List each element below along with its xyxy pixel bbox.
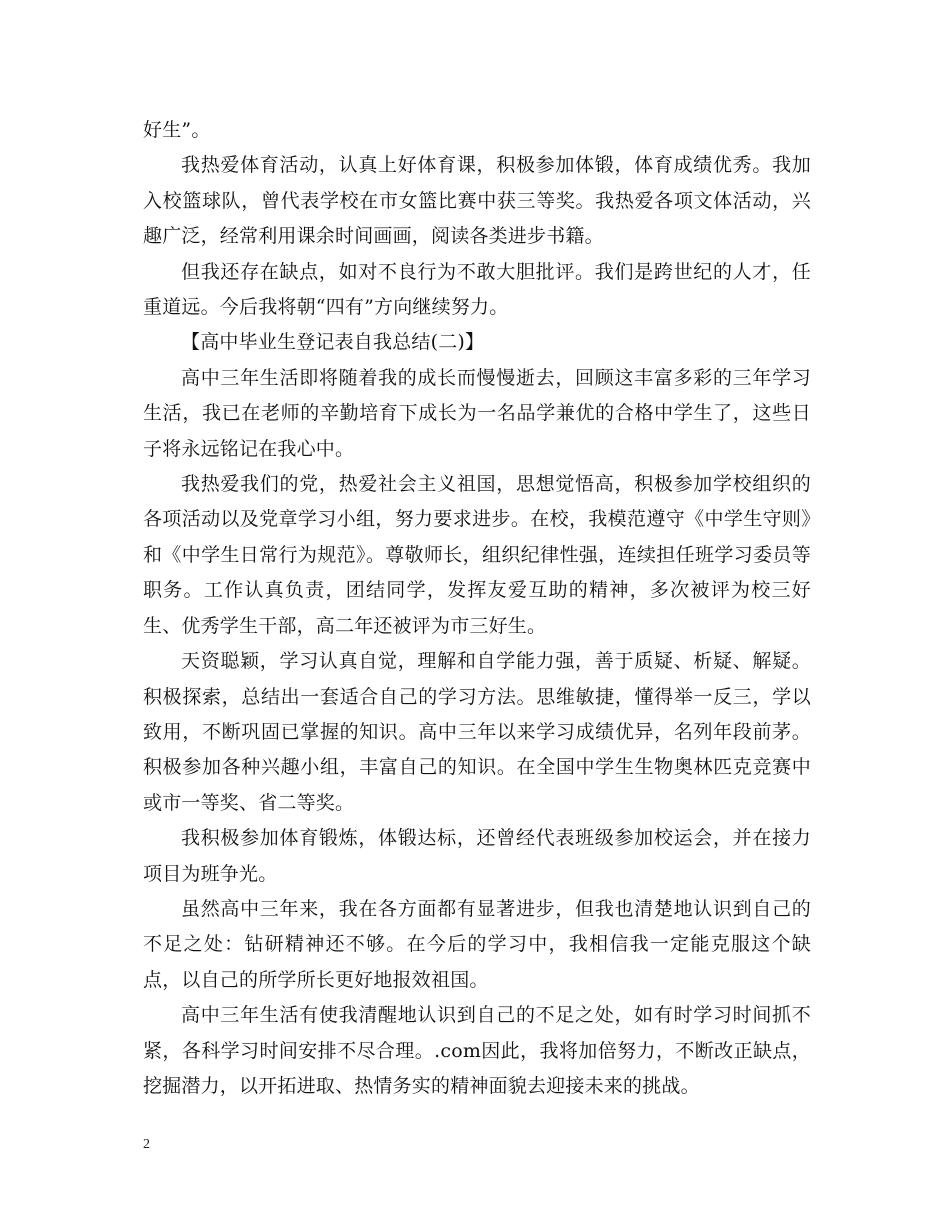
document-body [143, 113, 811, 1104]
paragraph-1: 好生”。 [143, 119, 211, 141]
paragraph-8: 我积极参加体育锻炼，体锻达标，还曾经代表班级参加校运会，并在接力项目为班争光。 [143, 827, 811, 885]
paragraph-3: 但我还存在缺点，如对不良行为不敢大胆批评。我们是跨世纪的人才，任重道远。今后我将朝“四有”方向继续努力。 [143, 260, 811, 319]
paragraph-9: 虽然高中三年来，我在各方面都有显著进步，但我也清楚地认识到自己的不足之处：钻研精神还不够。在今后的学习中，我相信我一定能克服这个缺点，以自己的所学所长更好地报效祖国。 [143, 897, 811, 991]
paragraph-5: 高中三年生活即将随着我的成长而慢慢逝去，回顾这丰富多彩的三年学习生活，我已在老师的辛勤培育下成长为一名品学兼优的合格中学生了，这些日子将永远铭记在我心中。 [143, 366, 811, 460]
paragraph-6: 我热爱我们的党，热爱社会主义祖国，思想觉悟高，积极参加学校组织的各项活动以及党章学习小组，努力要求进步。在校，我模范遵守《中学生守则》和《中学生日常行为规范》。尊敬师长，组织纪律性强，连续担任班学习委员等职务。工作认真负责，团结同学，发挥友爱互助的精神，多次被评为校三好生、优秀学生干部，高二年还被评为市三好生。 [143, 473, 811, 637]
paragraph-7: 天资聪颖，学习认真自觉，理解和自学能力强，善于质疑、析疑、解疑。积极探索，总结出一套适合自己的学习方法。思维敏捷，懂得举一反三，学以致用，不断巩固已掌握的知识。高中三年以来学习成绩优异，名列年段前茅。积极参加各种兴趣小组，丰富自己的知识。在全国中学生生物奥林匹克竞赛中或市一等奖、省二等奖。 [143, 650, 811, 814]
section-heading: 【高中毕业生登记表自我总结(二)】 [181, 331, 485, 354]
paragraph-2: 我热爱体育活动，认真上好体育课，积极参加体锻，体育成绩优秀。我加入校篮球队，曾代表学校在市女篮比赛中获三等奖。我热爱各项文体活动，兴趣广泛，经常利用课余时间画画，阅读各类进步书籍。 [143, 154, 811, 248]
page-number: 2 [143, 1137, 150, 1152]
paragraph-10: 高中三年生活有使我清醒地认识到自己的不足之处，如有时学习时间抓不紧，各科学习时间安排不尽合理。.com因此，我将加倍努力，不断改正缺点，挖掘潜力，以开拓进取、热情务实的精神面貌去迎接未来的挑战。 [143, 1004, 811, 1097]
